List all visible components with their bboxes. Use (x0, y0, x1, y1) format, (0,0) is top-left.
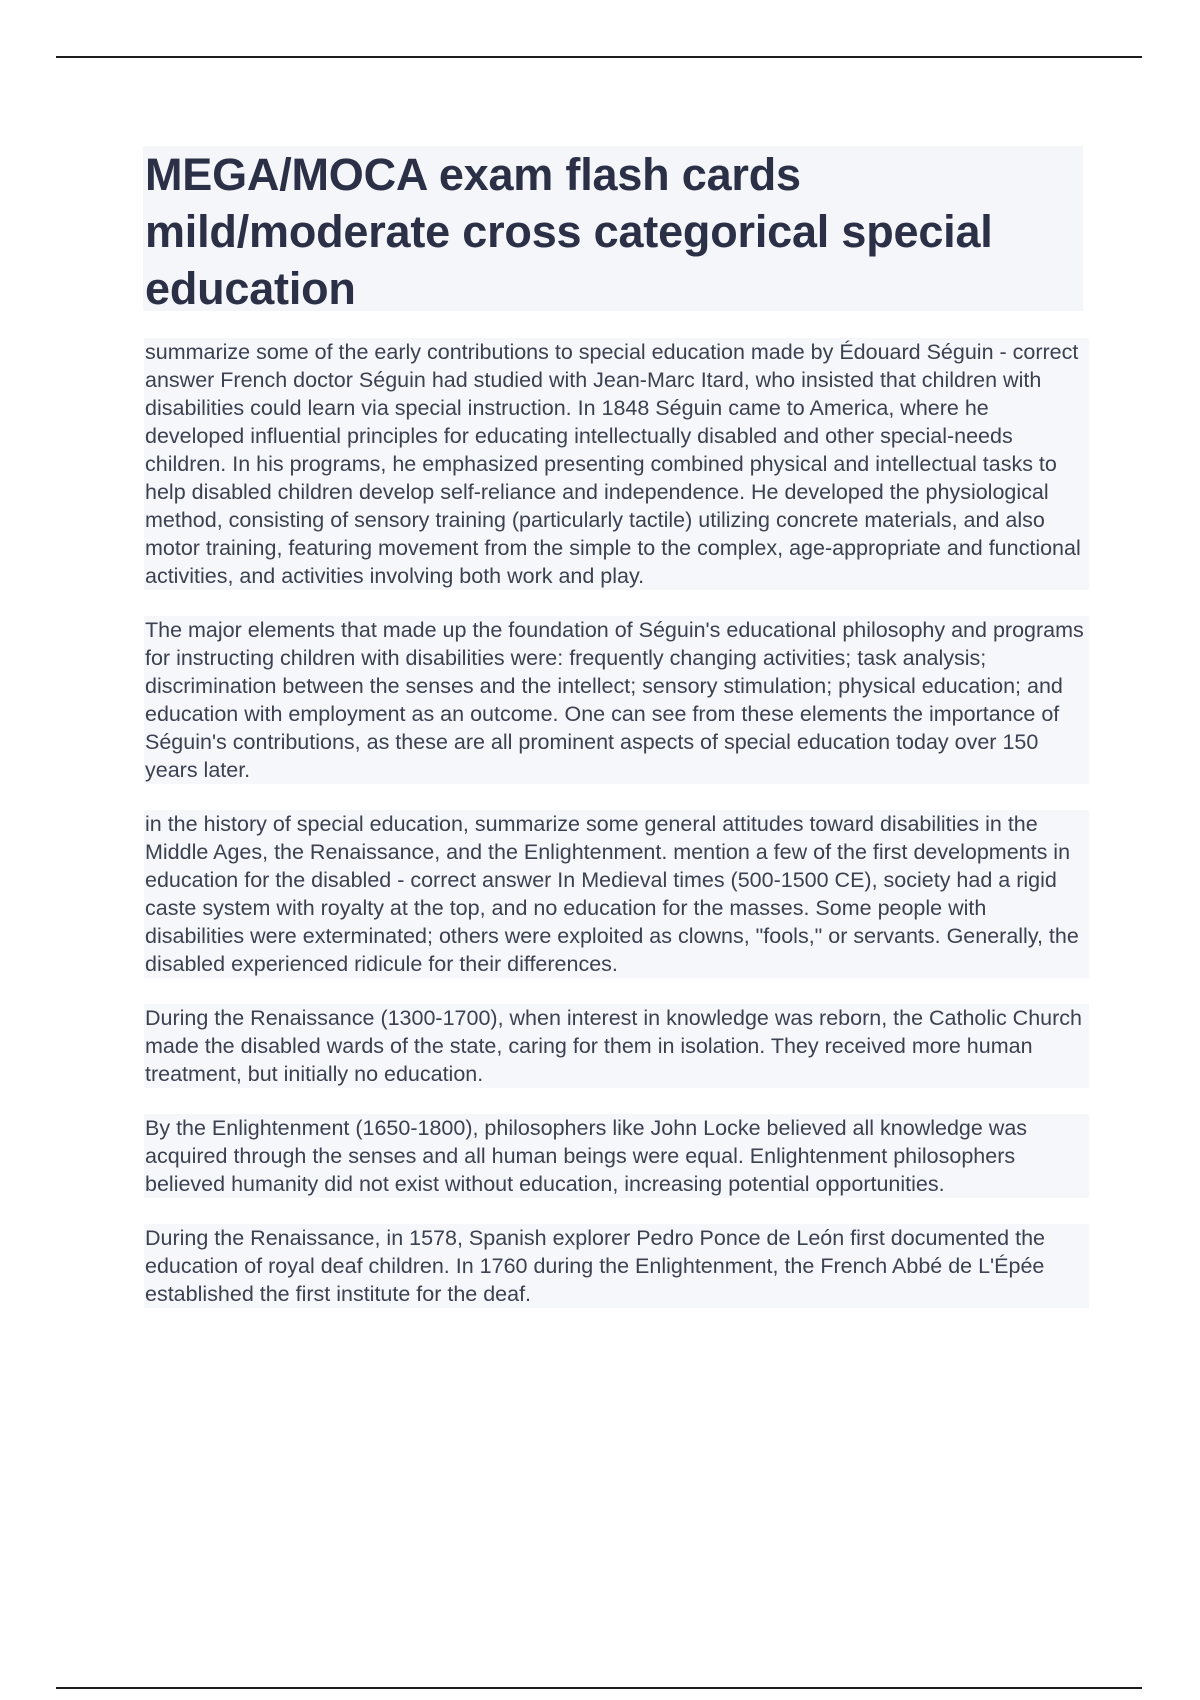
page-title: MEGA/MOCA exam flash cards mild/moderate cross categorical special education (145, 149, 993, 314)
paragraph-renaissance: During the Renaissance (1300-1700), when interest in knowledge was reborn, the Catholic Church made the disabled wards of the state, caring for them in isolation. They received more human treatment, but initially no education. (144, 1004, 1089, 1088)
paragraph-deaf-education: During the Renaissance, in 1578, Spanish explorer Pedro Ponce de León first documented the education of royal deaf children. In 1760 during the Enlightenment, the French Abbé de L'Épée established the first institute for the deaf. (144, 1224, 1089, 1308)
bottom-divider (56, 1687, 1142, 1689)
paragraph-history-attitudes: in the history of special education, summarize some general attitudes toward disabilities in the Middle Ages, the Renaissance, and the Enlightenment. mention a few of the first developments in education for the disabled - correct answer In Medieval times (500-1500 CE), society had a rigid caste system with royalty at the top, and no education for the masses. Some people with disabilities were exterminated; others were exploited as clowns, "fools," or servants. Generally, the disabled experienced ridicule for their differences. (144, 810, 1089, 978)
document-body (144, 338, 1089, 1334)
top-divider (56, 56, 1142, 58)
title-block (143, 146, 1083, 314)
paragraph-seguin-contributions: summarize some of the early contributions to special education made by Édouard Séguin - correct answer French doctor Séguin had studied with Jean-Marc Itard, who insisted that children with disabilities could learn via special instruction. In 1848 Séguin came to America, where he developed influential principles for educating intellectually disabled and other special-needs children. In his programs, he emphasized presenting combined physical and intellectual tasks to help disabled children develop self-reliance and independence. He developed the physiological method, consisting of sensory training (particularly tactile) utilizing concrete materials, and also motor training, featuring movement from the simple to the complex, age-appropriate and functional activities, and activities involving both work and play. (144, 338, 1089, 590)
paragraph-seguin-philosophy: The major elements that made up the foundation of Séguin's educational philosophy and programs for instructing children with disabilities were: frequently changing activities; task analysis; discrimination between the senses and the intellect; sensory stimulation; physical education; and education with employment as an outcome. One can see from these elements the importance of Séguin's contributions, as these are all prominent aspects of special education today over 150 years later. (144, 616, 1089, 784)
paragraph-enlightenment: By the Enlightenment (1650-1800), philosophers like John Locke believed all knowledge was acquired through the senses and all human beings were equal. Enlightenment philosophers believed humanity did not exist without education, increasing potential opportunities. (144, 1114, 1089, 1198)
